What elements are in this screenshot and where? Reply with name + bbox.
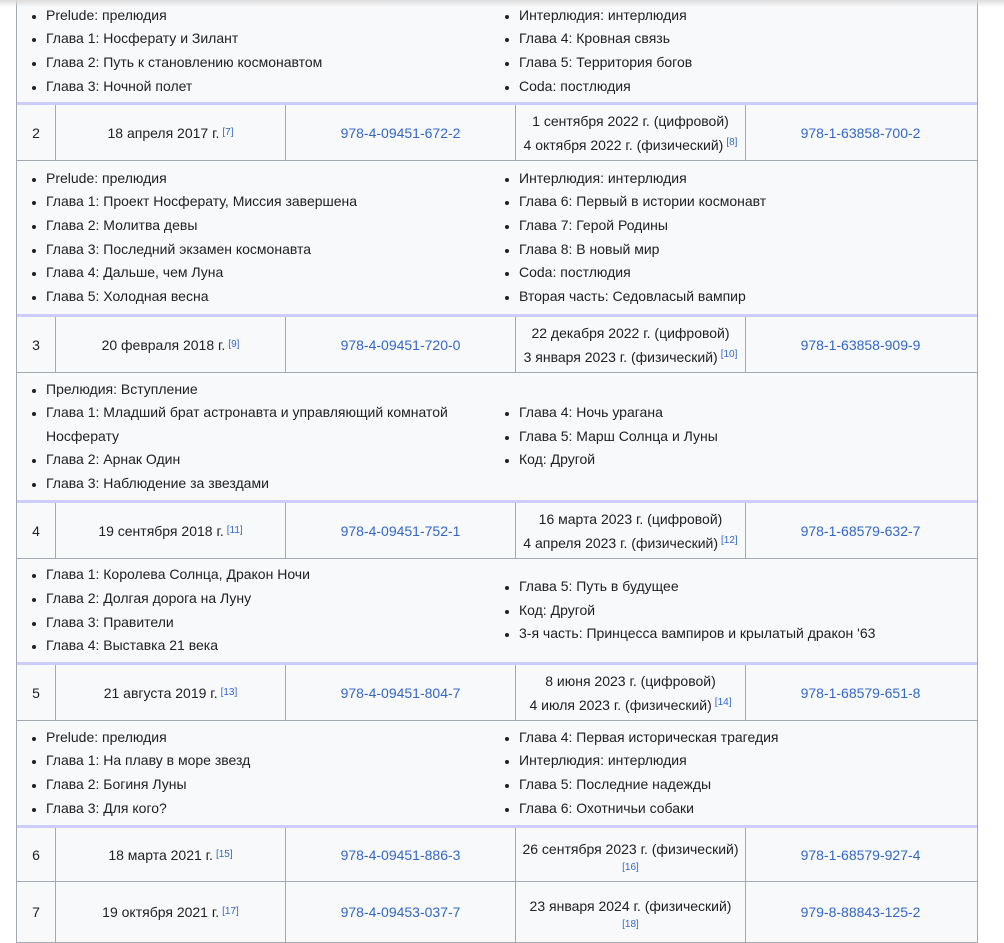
chapter-list-right (490, 167, 950, 309)
en-date-line: 1 сентября 2022 г. (цифровой) (532, 112, 729, 129)
jp-date-text: 20 февраля 2018 г. (101, 336, 226, 353)
jp-release-date: 19 сентября 2018 г. [11] (56, 503, 286, 558)
en-isbn-cell (746, 317, 975, 372)
en-release-date (516, 317, 746, 372)
jp-isbn-cell (286, 503, 516, 558)
jp-isbn-link[interactable]: 978-4-09451-752-1 (340, 522, 461, 539)
volumes-table (16, 0, 978, 943)
en-release-date (516, 665, 746, 720)
en-date-line: 23 января 2024 г. (физический) (529, 898, 732, 914)
citation-link[interactable]: [8] (726, 136, 738, 148)
jp-isbn-link[interactable]: 978-4-09451-886-3 (340, 846, 461, 863)
chapter-item: • Coda: постлюдия (519, 261, 950, 285)
citation-link[interactable]: [14] (714, 696, 732, 708)
chapter-list-left (17, 726, 490, 820)
chapter-item: • Глава 4: Ночь урагана (519, 401, 950, 425)
en-release-date (516, 828, 746, 881)
chapter-item: • Вторая часть: Седовласый вампир (519, 285, 950, 309)
chapter-list-left (17, 4, 490, 98)
chapter-item: • Глава 2: Путь к становлению космонавтом (46, 51, 490, 75)
chapter-item: • Глава 3: Последний экзамен космонавта (46, 238, 490, 262)
jp-isbn-cell (286, 317, 516, 372)
en-date-line (524, 133, 738, 157)
chapter-item: • Глава 1: Носферату и Зилант (46, 27, 490, 51)
volume-row (17, 317, 977, 373)
jp-date-text: 18 апреля 2017 г. (107, 124, 220, 141)
chapter-item: • Глава 1: Королева Солнца, Дракон Ночи (46, 563, 490, 587)
jp-date-text: 18 марта 2021 г. (108, 846, 213, 863)
chapter-list-left (17, 167, 490, 309)
top-edge-shadow (0, 0, 1004, 7)
chapter-item: • Глава 2: Молитва девы (46, 214, 490, 238)
jp-release-date: 18 апреля 2017 г. [7] (56, 105, 286, 160)
en-isbn-cell (746, 665, 975, 720)
jp-date-text: 21 августа 2019 г. (103, 684, 218, 701)
chapter-item: • Код: Другой (519, 599, 950, 623)
chapter-item: • Глава 2: Долгая дорога на Луну (46, 587, 490, 611)
chapter-item: • Prelude: прелюдия (46, 167, 490, 191)
en-date-text: 3 января 2023 г. (физический) (523, 348, 718, 365)
chapter-item: • Глава 5: Путь в будущее (519, 575, 950, 599)
en-isbn-link[interactable]: 979-8-88843-125-2 (800, 904, 921, 920)
volume-number: 3 (17, 317, 56, 372)
chapter-item: • Глава 5: Холодная весна (46, 285, 490, 309)
en-date-line: 8 июня 2023 г. (цифровой) (545, 672, 716, 689)
en-isbn-cell (746, 828, 975, 881)
chapter-list-right (490, 401, 950, 472)
citation-link[interactable]: [10] (720, 348, 738, 360)
chapter-item: • Код: Другой (519, 448, 950, 472)
chapter-item: • Глава 7: Герой Родины (519, 214, 950, 238)
en-date-line (524, 345, 738, 369)
chapter-item: • Глава 1: На плаву в море звезд (46, 749, 490, 773)
volume-row (17, 105, 977, 161)
jp-isbn-cell (286, 105, 516, 160)
jp-isbn-link[interactable]: 978-4-09451-804-7 (340, 684, 461, 701)
jp-date-text: 19 октября 2021 г. (102, 904, 220, 920)
volume-row (17, 882, 977, 943)
jp-isbn-cell (286, 828, 516, 881)
chapter-list-row (17, 559, 977, 665)
jp-release-date: 21 августа 2019 г. [13] (56, 665, 286, 720)
en-release-date (516, 105, 746, 160)
jp-date-text: 19 сентября 2018 г. (98, 522, 224, 539)
chapter-item: • Прелюдия: Вступление (46, 378, 490, 402)
chapter-item: • Глава 1: Младший брат астронавта и управляющий комнатой Носферату (46, 401, 490, 448)
en-release-date (516, 503, 746, 558)
citation-link[interactable]: [12] (721, 534, 738, 546)
chapter-item: • Глава 3: Наблюдение за звездами (46, 472, 490, 496)
jp-release-date: 20 февраля 2018 г. [9] (56, 317, 286, 372)
chapter-list-right (490, 575, 950, 646)
chapter-item: • Глава 3: Правители (46, 611, 490, 635)
en-date-line (523, 531, 737, 555)
jp-isbn-link[interactable]: 978-4-09451-720-0 (340, 336, 461, 353)
chapter-list-right (490, 4, 950, 98)
chapter-list-right (490, 726, 950, 820)
jp-release-date: 19 октября 2021 г. [17] (56, 882, 286, 942)
chapter-list-row (17, 0, 977, 105)
en-date-text: 4 апреля 2023 г. (физический) (523, 534, 719, 551)
chapter-item: • Глава 6: Первый в истории космонавт (519, 190, 950, 214)
chapter-item: • Интерлюдия: интерлюдия (519, 167, 950, 191)
chapter-item: • Prelude: прелюдия (46, 4, 490, 28)
jp-isbn-link[interactable]: 978-4-09451-672-2 (340, 124, 461, 141)
volume-number: 4 (17, 503, 56, 558)
chapter-item: • Глава 5: Последние надежды (519, 773, 950, 797)
chapter-item: • Глава 4: Выставка 21 века (46, 634, 490, 658)
en-date-line (530, 693, 732, 717)
chapter-list-row (17, 721, 977, 828)
chapter-item: • Coda: постлюдия (519, 75, 950, 99)
en-isbn-link[interactable]: 978-1-68579-651-8 (800, 684, 921, 701)
en-date-line: 22 декабря 2022 г. (цифровой) (531, 324, 730, 341)
chapter-list-row (17, 161, 977, 317)
citation-link[interactable]: [18] (622, 919, 639, 930)
volume-row (17, 828, 977, 882)
chapter-item: • Глава 2: Арнак Один (46, 448, 490, 472)
jp-isbn-cell (286, 665, 516, 720)
chapter-item: • Глава 2: Богиня Луны (46, 773, 490, 797)
volume-row (17, 665, 977, 721)
en-isbn-link[interactable]: 978-1-68579-632-7 (800, 522, 921, 539)
chapter-item: • Интерлюдия: интерлюдия (519, 749, 950, 773)
chapter-item: • Глава 6: Охотничьи собаки (519, 797, 950, 821)
en-date-text: 4 октября 2022 г. (физический) (523, 136, 724, 153)
citation-link[interactable]: [16] (622, 861, 639, 873)
chapter-item: • Глава 5: Территория богов (519, 51, 950, 75)
chapter-list-row (17, 373, 977, 503)
volume-number: 6 (17, 828, 56, 881)
chapter-item: • Глава 3: Для кого? (46, 797, 490, 821)
en-isbn-cell (746, 882, 975, 942)
jp-isbn-link[interactable]: 978-4-09453-037-7 (340, 904, 461, 920)
jp-release-date: 18 марта 2021 г. [15] (56, 828, 286, 881)
chapter-item: • Глава 4: Кровная связь (519, 27, 950, 51)
volume-number: 7 (17, 882, 56, 942)
chapter-item: • Глава 3: Ночной полет (46, 75, 490, 99)
en-date-text: 4 июля 2023 г. (физический) (529, 696, 712, 713)
chapter-item: • Глава 8: В новый мир (519, 238, 950, 262)
en-date-line: 26 сентября 2023 г. (физический) (522, 840, 739, 857)
en-isbn-link[interactable]: 978-1-63858-700-2 (800, 124, 921, 141)
en-isbn-link[interactable]: 978-1-68579-927-4 (800, 846, 921, 863)
chapter-item: • Глава 1: Проект Носферату, Миссия завершена (46, 190, 490, 214)
chapter-item: • Глава 5: Марш Солнца и Луны (519, 425, 950, 449)
chapter-list-left (17, 378, 490, 496)
en-isbn-link[interactable]: 978-1-63858-909-9 (800, 336, 921, 353)
chapter-item: • 3-я часть: Принцесса вампиров и крылатый дракон '63 (519, 622, 950, 646)
en-date-line: 16 марта 2023 г. (цифровой) (538, 510, 723, 527)
chapter-item: • Глава 4: Дальше, чем Луна (46, 261, 490, 285)
chapter-item: • Prelude: прелюдия (46, 726, 490, 750)
en-isbn-cell (746, 503, 975, 558)
volume-row (17, 503, 977, 559)
chapter-item: • Интерлюдия: интерлюдия (519, 4, 950, 28)
chapter-list-left (17, 563, 490, 657)
chapter-item: • Глава 4: Первая историческая трагедия (519, 726, 950, 750)
volume-number: 5 (17, 665, 56, 720)
jp-isbn-cell (286, 882, 516, 942)
en-release-date (516, 882, 746, 942)
volume-number: 2 (17, 105, 56, 160)
en-isbn-cell (746, 105, 975, 160)
